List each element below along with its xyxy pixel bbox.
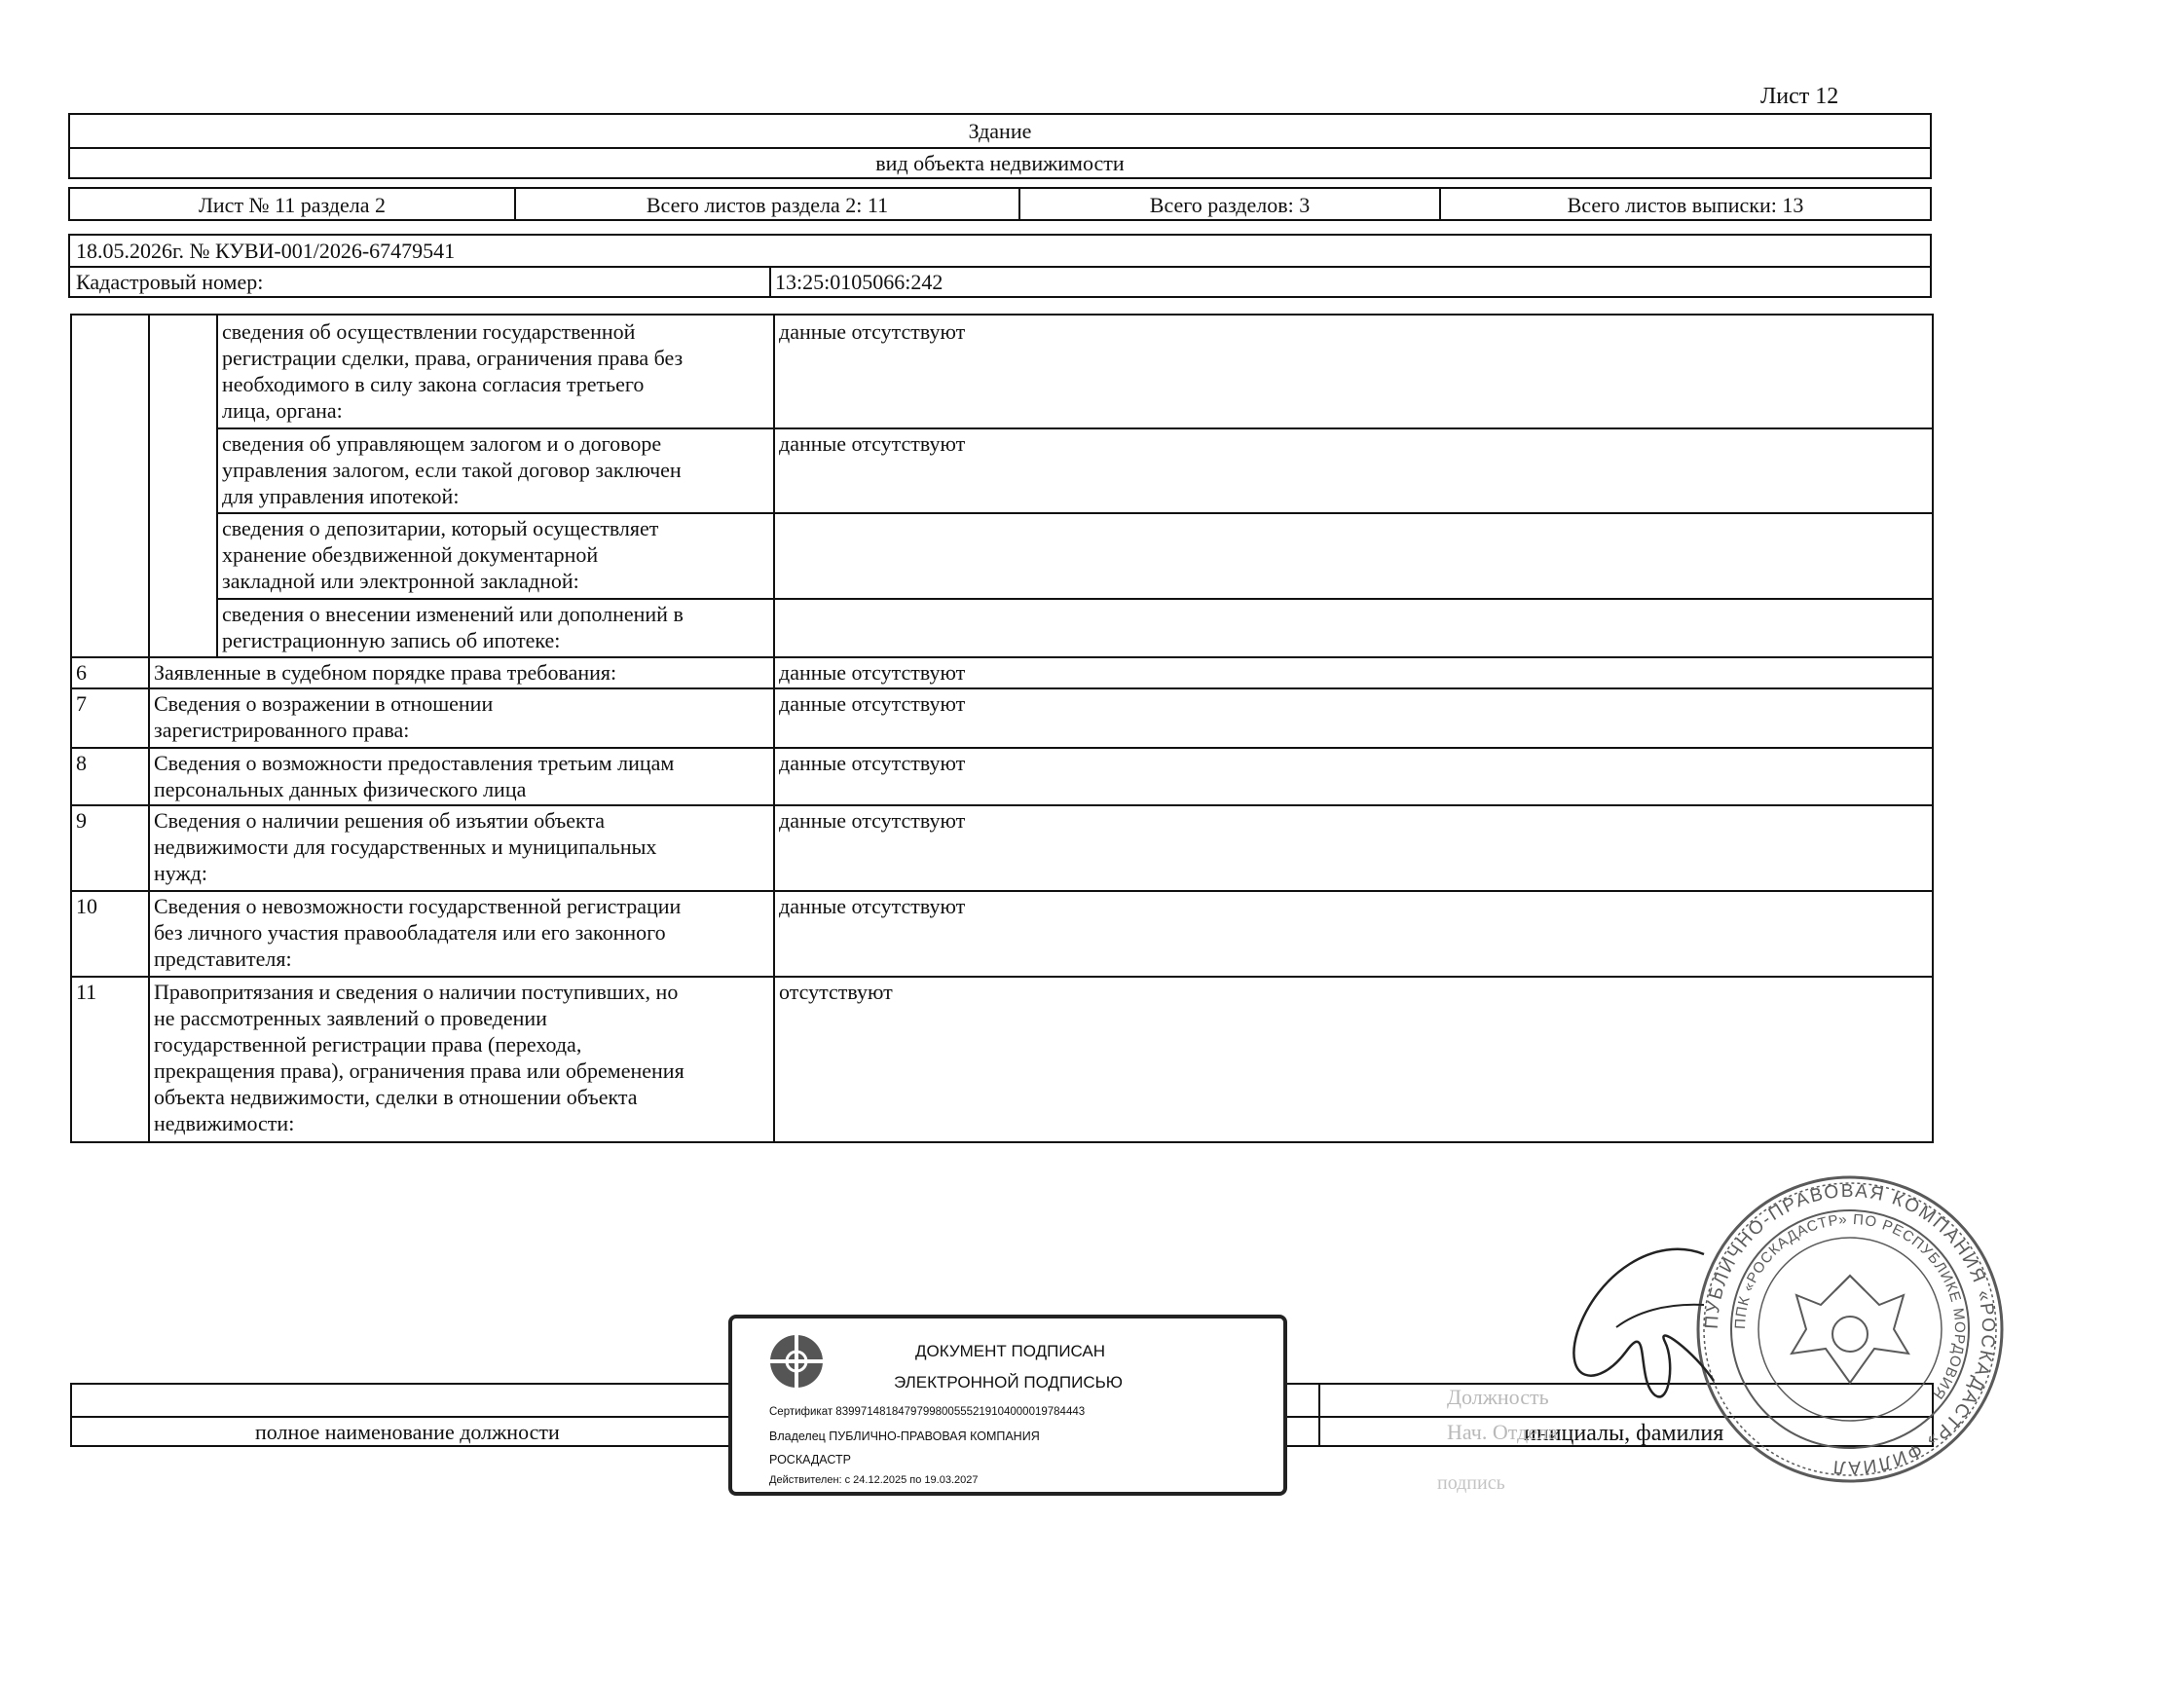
subrow-label: сведения о депозитарии, который осуществляет хранение обездвиженной документарной закладной или электронной закладной: — [222, 516, 659, 593]
total-sheets-section: Всего листов раздела 2: 11 — [646, 193, 889, 217]
row-label: Заявленные в судебном порядке права требования: — [154, 660, 617, 685]
row-value: данные отсутствуют — [779, 660, 966, 685]
e-sign-valid: Действителен: с 24.12.2025 по 19.03.2027 — [769, 1474, 979, 1486]
total-sheets-extract: Всего листов выписки: 13 — [1567, 193, 1804, 217]
e-sign-owner-1: Владелец ПУБЛИЧНО-ПРАВОВАЯ КОМПАНИЯ — [769, 1430, 1040, 1443]
position-caption: полное наименование должности — [255, 1420, 560, 1444]
e-sign-cert: Сертификат 8399714818479799800555219104000019784443 — [769, 1406, 1086, 1418]
e-sign-line1: ДОКУМЕНТ ПОДПИСАН — [915, 1342, 1106, 1360]
object-type-box — [68, 113, 1932, 179]
row-number: 8 — [76, 751, 87, 775]
row-number: 10 — [76, 894, 97, 918]
faded-sign: подпись — [1437, 1472, 1505, 1494]
row-value: отсутствуют — [779, 980, 893, 1004]
svg-text:ППК «РОСКАДАСТР» ПО РЕСПУБЛИКЕ — [1732, 1211, 1968, 1403]
object-type-caption: вид объекта недвижимости — [875, 151, 1125, 175]
sheet-info-row — [68, 187, 1932, 221]
cadastral-number: 13:25:0105066:242 — [775, 270, 944, 294]
seal-outer-text: ПУБЛИЧНО-ПРАВОВАЯ КОМПАНИЯ «РОСКАДАСТР» ФИЛИАЛ — [1701, 1180, 1999, 1478]
document-number: 18.05.2026г. № КУВИ-001/2026-67479541 — [76, 239, 456, 263]
eagle-emblem-icon — [1792, 1276, 1908, 1383]
faded-position: Должность — [1447, 1385, 1549, 1409]
row-label: Сведения о возможности предоставления третьим лицам персональных данных физического лица — [154, 751, 675, 801]
row-label: Сведения о возражении в отношении зарегистрированного права: — [154, 691, 494, 742]
subrow-label: сведения об управляющем залогом и о договоре управления залогом, если такой договор заключен для управления ипотекой: — [222, 431, 682, 508]
subrow-value: данные отсутствуют — [779, 431, 966, 456]
row-number: 7 — [76, 691, 87, 716]
row-number: 11 — [76, 980, 97, 1004]
sheet-label: Лист 12 — [1760, 84, 1839, 109]
subrow-value: данные отсутствуют — [779, 319, 966, 344]
sheet-number: Лист № 11 раздела 2 — [198, 193, 386, 217]
row-value: данные отсутствуют — [779, 894, 966, 918]
seal-inner-text: ППК «РОСКАДАСТР» ПО РЕСПУБЛИКЕ МОРДОВИЯ — [1731, 1210, 1969, 1403]
cadastral-label: Кадастровый номер: — [76, 270, 264, 294]
records-table — [70, 314, 1934, 1143]
doc-info-box — [68, 234, 1932, 298]
emblem-icon — [767, 1332, 826, 1391]
object-type: Здание — [968, 119, 1032, 143]
row-label: Сведения о невозможности государственной регистрации без личного участия правообладателя или его законного представителя: — [154, 894, 682, 971]
row-number: 9 — [76, 808, 87, 833]
e-signature-stamp — [728, 1315, 1287, 1496]
e-sign-owner-2: РОСКАДАСТР — [769, 1453, 851, 1467]
initials-caption: инициалы, фамилия — [1524, 1421, 1724, 1446]
total-sections: Всего разделов: 3 — [1149, 193, 1311, 217]
row-label: Правопритязания и сведения о наличии поступивших, но не рассмотренных заявлений о проведении государственной регистрации права (перехода, прекращения права), ограничения права или обременения объекта недвижимости, сделки в отношении объекта недвижимости: — [154, 980, 684, 1135]
e-sign-line2: ЭЛЕКТРОННОЙ ПОДПИСЬЮ — [894, 1373, 1123, 1392]
row-value: данные отсутствуют — [779, 808, 966, 833]
row-label: Сведения о наличии решения об изъятии объекта недвижимости для государственных и муниципальных нужд: — [154, 808, 657, 885]
row-number: 6 — [76, 660, 87, 685]
faded-name: Нач. Отдела — [1447, 1420, 1558, 1444]
handwritten-signature — [1558, 1235, 1753, 1430]
subrow-label: сведения об осуществлении государственной регистрации сделки, права, ограничения права без необходимого в силу закона согласия третьего лица, органа: — [222, 319, 684, 423]
subrow-label: сведения о внесении изменений или дополнений в регистрационную запись об ипотеке: — [222, 602, 684, 652]
row-value: данные отсутствуют — [779, 751, 966, 775]
row-value: данные отсутствуют — [779, 691, 966, 716]
